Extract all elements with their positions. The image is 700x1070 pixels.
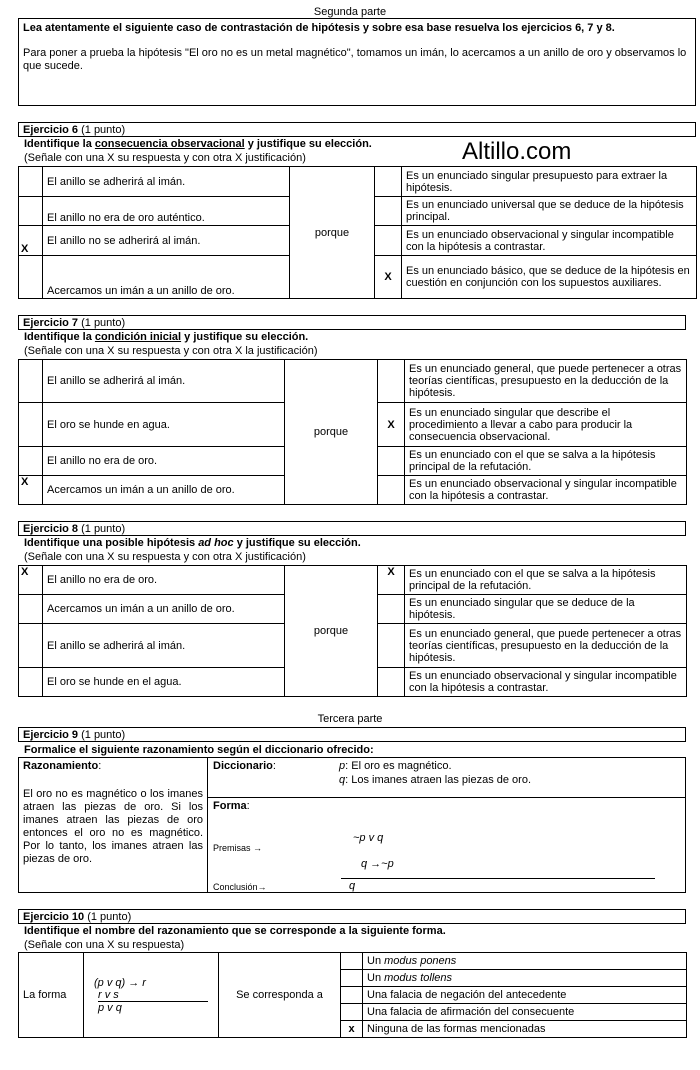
- ex8-option: El anillo se adherirá al imán.: [43, 624, 285, 668]
- ex8-just-mark[interactable]: [378, 668, 405, 697]
- ex7-just-mark[interactable]: [378, 447, 405, 476]
- ex7-option: El oro se hunde en agua.: [43, 403, 285, 447]
- ex8-title-box: [18, 521, 686, 536]
- ex10-option: Una falacia de afirmación del consecuente: [363, 1004, 687, 1021]
- formula-line-2: r v s: [98, 989, 208, 1002]
- premisas-label: Premisas →: [213, 843, 263, 853]
- ex6-title: Ejercicio 6: [23, 124, 79, 136]
- se-corresponda: Se corresponda a: [219, 953, 341, 1038]
- ex10-option: Una falacia de negación del antecedente: [363, 987, 687, 1004]
- ex9-divider-h: [207, 797, 685, 798]
- ex8-option: Acercamos un imán a un anillo de oro.: [43, 595, 285, 624]
- ex7-just-mark[interactable]: [378, 476, 405, 505]
- ex7-title: Ejercicio 7: [23, 317, 79, 329]
- ex7-just: Es un enunciado con el que se salva a la hipótesis principal de la refutación.: [405, 447, 687, 476]
- ex6-just-mark[interactable]: [375, 167, 402, 197]
- ex7-note: (Señale con una X su respuesta y con otra X la justificación): [24, 345, 318, 357]
- ex7-option-mark[interactable]: X: [19, 476, 43, 505]
- ex8-instruction: Identifique una posible hipótesis ad hoc y justifique su elección.: [24, 537, 361, 549]
- intro-bold: Lea atentamente el siguiente caso de contrastación de hipótesis y sobre esa base resuelva los ejercicios 6, 7 y 8.: [23, 22, 615, 34]
- ex7-points: (1 punto): [78, 317, 126, 329]
- ex10-mark[interactable]: [341, 987, 363, 1004]
- ex10-note: (Señale con una X su respuesta): [24, 939, 185, 951]
- dicc-label: Diccionario: [213, 760, 273, 772]
- ex7-just: Es un enunciado observacional y singular incompatible con la hipótesis a contrastar.: [405, 476, 687, 505]
- intro-text: Para poner a prueba la hipótesis "El oro no es un metal magnético", tomamos un imán, lo acercamos a un anillo de oro y observamos lo que sucede.: [23, 47, 687, 72]
- ex6-option-mark[interactable]: [19, 197, 43, 226]
- conclusion-label: Conclusión→: [213, 882, 267, 892]
- ex8-title: Ejercicio 8: [23, 523, 79, 535]
- ex7-just-mark[interactable]: X: [378, 403, 405, 447]
- ex8-option-mark[interactable]: [19, 668, 43, 697]
- ex6-option: Acercamos un imán a un anillo de oro.: [43, 256, 290, 299]
- ex6-note: (Señale con una X su respuesta y con otra X justificación): [24, 152, 306, 164]
- ex10-title-box: [18, 909, 686, 924]
- ex6-table: [18, 166, 697, 299]
- razon-text: El oro no es magnético o los imanes atraen las piezas de oro. Si los imanes atraen las piezas de oro entonces el oro no es magnético. Por lo tanto, los imanes atraen las piezas de oro.: [23, 788, 203, 865]
- ex8-just-mark[interactable]: X: [378, 566, 405, 595]
- ex7-just-mark[interactable]: [378, 360, 405, 403]
- dicc-q: q: Los imanes atraen las piezas de oro.: [339, 774, 532, 786]
- formula-line-1: (p v q) → r: [94, 976, 146, 989]
- ex6-points: (1 punto): [78, 124, 126, 136]
- ex8-just-mark[interactable]: [378, 595, 405, 624]
- ex6-just: Es un enunciado singular presupuesto para extraer la hipótesis.: [402, 167, 697, 197]
- ex9-instruction: Formalice el siguiente razonamiento según el diccionario ofrecido:: [24, 744, 374, 756]
- ex8-option-mark[interactable]: [19, 624, 43, 668]
- ex10-option: Un modus ponens: [363, 953, 687, 970]
- ex6-porque: porque: [290, 167, 375, 299]
- ex8-porque: porque: [285, 566, 378, 697]
- ex6-option: El anillo no se adherirá al imán.: [43, 226, 290, 256]
- conclusion-line: [341, 878, 655, 879]
- ex10-option: Un modus tollens: [363, 970, 687, 987]
- ex7-just: Es un enunciado general, que puede pertenecer a otras teorías científicas, presupuesto en la deducción de la hipótesis.: [405, 360, 687, 403]
- ex9-title-box: [18, 727, 686, 742]
- ex7-title-box: [18, 315, 686, 330]
- ex6-option-mark[interactable]: [19, 167, 43, 197]
- ex9-points: (1 punto): [78, 729, 126, 741]
- ex8-just: Es un enunciado observacional y singular incompatible con la hipótesis a contrastar.: [405, 668, 687, 697]
- ex10-instruction: Identifique el nombre del razonamiento que se corresponde a la siguiente forma.: [24, 925, 446, 937]
- ex6-option-mark[interactable]: [19, 256, 43, 299]
- ex6-just: Es un enunciado básico, que se deduce de la hipótesis en cuestión en conjunción con los supuestos auxiliares.: [402, 256, 697, 299]
- ex7-option: El anillo no era de oro.: [43, 447, 285, 476]
- ex6-just-mark[interactable]: X: [375, 256, 402, 299]
- dicc-p: p: El oro es magnético.: [339, 760, 452, 772]
- ex6-option-mark[interactable]: X: [19, 226, 43, 256]
- ex8-option: El anillo no era de oro.: [43, 566, 285, 595]
- ex8-option-mark[interactable]: [19, 595, 43, 624]
- ex9-divider-v: [207, 758, 208, 892]
- ex7-just: Es un enunciado singular que describe el procedimiento a llevar a cabo para producir la consecuencia observacional.: [405, 403, 687, 447]
- la-forma: La forma: [19, 953, 84, 1038]
- ex8-option: El oro se hunde en el agua.: [43, 668, 285, 697]
- ex6-just-mark[interactable]: [375, 226, 402, 256]
- conclusion: q: [349, 880, 356, 892]
- ex7-table: [18, 359, 687, 505]
- premise-2: q →~p: [361, 858, 394, 870]
- ex9-box: [18, 757, 686, 893]
- ex10-option: Ninguna de las formas mencionadas: [363, 1021, 687, 1038]
- part3-title: Tercera parte: [317, 713, 383, 725]
- dicc-label-wrap: Diccionario:: [213, 760, 276, 772]
- razon-label-wrap: Razonamiento:: [23, 760, 102, 772]
- part2-title: Segunda parte: [313, 6, 387, 18]
- ex10-points: (1 punto): [84, 911, 132, 923]
- ex10-mark[interactable]: [341, 953, 363, 970]
- ex7-option: Acercamos un imán a un anillo de oro.: [43, 476, 285, 505]
- ex8-note: (Señale con una X su respuesta y con otra X justificación): [24, 551, 306, 563]
- forma-label-wrap: Forma:: [213, 800, 250, 812]
- formula-line-3: p v q: [98, 1001, 122, 1014]
- ex10-title: Ejercicio 10: [23, 911, 85, 923]
- ex8-points: (1 punto): [78, 523, 126, 535]
- ex8-just: Es un enunciado con el que se salva a la hipótesis principal de la refutación.: [405, 566, 687, 595]
- ex8-just: Es un enunciado general, que puede pertenecer a otras teorías científicas, presupuesto en la deducción de la hipótesis.: [405, 624, 687, 668]
- forma-label: Forma: [213, 800, 247, 812]
- ex6-option: El anillo se adherirá al imán.: [43, 167, 290, 197]
- ex8-table: [18, 565, 687, 697]
- ex6-just: Es un enunciado observacional y singular incompatible con la hipótesis a contrastar.: [402, 226, 697, 256]
- ex7-option-mark[interactable]: [19, 360, 43, 403]
- ex10-mark[interactable]: [341, 1004, 363, 1021]
- ex7-porque: porque: [285, 360, 378, 505]
- premise-1: ~p v q: [353, 832, 384, 844]
- intro-box: [18, 18, 696, 106]
- ex8-option-mark[interactable]: X: [19, 566, 43, 595]
- ex6-title-box: [18, 122, 696, 137]
- razon-label: Razonamiento: [23, 760, 99, 772]
- ex7-option-mark[interactable]: [19, 447, 43, 476]
- ex10-table: [18, 952, 687, 1038]
- ex10-mark[interactable]: [341, 970, 363, 987]
- ex9-title: Ejercicio 9: [23, 729, 79, 741]
- ex6-just-mark[interactable]: [375, 197, 402, 226]
- ex7-instruction: Identifique la condición inicial y justifique su elección.: [24, 331, 309, 343]
- ex6-just: Es un enunciado universal que se deduce de la hipótesis principal.: [402, 197, 697, 226]
- watermark: Altillo.com: [462, 138, 572, 165]
- ex8-just-mark[interactable]: [378, 624, 405, 668]
- ex7-option-mark[interactable]: [19, 403, 43, 447]
- ex10-mark[interactable]: x: [341, 1021, 363, 1038]
- ex6-option: El anillo no era de oro auténtico.: [43, 197, 290, 226]
- ex6-instruction: Identifique la consecuencia observacional y justifique su elección.: [24, 138, 372, 150]
- ex8-just: Es un enunciado singular que se deduce de la hipótesis.: [405, 595, 687, 624]
- ex10-formula: [84, 953, 219, 1038]
- ex7-option: El anillo se adherirá al imán.: [43, 360, 285, 403]
